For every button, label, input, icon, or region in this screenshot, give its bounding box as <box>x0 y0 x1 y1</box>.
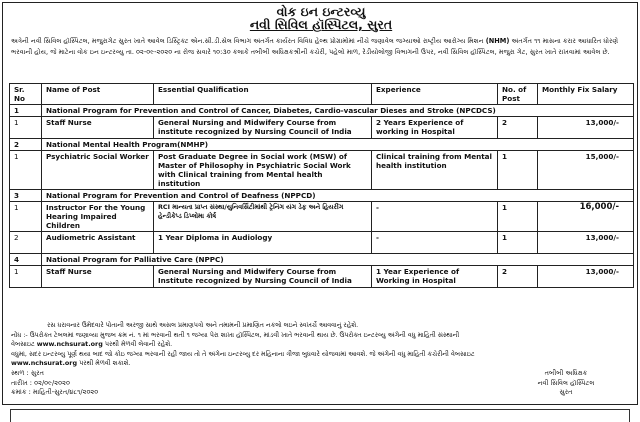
section-row-nmhp <box>10 139 634 151</box>
row-post: Staff Nurse <box>42 266 154 288</box>
header-sr-no: Sr. No <box>10 84 42 105</box>
table-row <box>10 117 634 139</box>
row-experience: Clinical training from Mental health institution <box>372 151 498 190</box>
note-website-rest: પરથી મેળવી લેવાની રહેશે. <box>104 340 173 349</box>
vacancy-table <box>9 83 634 288</box>
row-qualification: Post Graduate Degree in Social work (MSW) of Master of Philosophy in Psychiatric Social Work with Clinical training from Mental health institution <box>154 151 372 190</box>
notes-block <box>11 321 631 369</box>
table-row <box>10 232 634 254</box>
signatory-city: સુરત <box>559 388 573 396</box>
row-post: Staff Nurse <box>42 117 154 139</box>
intro-nhm: (NHM) <box>485 37 510 45</box>
advertisement-frame <box>2 2 638 405</box>
section-row-nppc <box>10 254 634 266</box>
section-title: National Program for Palliative Care (NPPC) <box>42 254 634 266</box>
row-count: 1 <box>498 232 538 254</box>
row-qualification: RCI માન્યતા પ્રાપ્ત સંસ્થા/યુનિવર્સિટીમાંથી ટ્રેનિંગ યંગ ડેફ અને હિયરીંગ હેન્ડીકેપ્ડ ડિપ્લોમા કોર્ષ <box>154 202 372 232</box>
row-count: 2 <box>498 266 538 288</box>
row-qualification: 1 Year Diploma in Audiology <box>154 232 372 254</box>
note-line-4-rest: પરથી મેળવી શકાશે. <box>79 359 131 368</box>
row-post: Audiometric Assistant <box>42 232 154 254</box>
row-salary: 13,000/- <box>538 232 634 254</box>
note-line-2b <box>11 340 631 350</box>
row-count: 1 <box>498 202 538 232</box>
website-link[interactable]: www.nchsurat.org <box>36 340 103 349</box>
footer-date: તારીખ : ૦૨/૦૯/૨૦૨૦ <box>11 378 70 387</box>
table-row <box>10 266 634 288</box>
page-title: વોક ઇન ઇન્ટરવ્યુ <box>276 4 366 19</box>
row-no: 1 <box>10 151 42 190</box>
header-count: No. of Post <box>498 84 538 105</box>
row-salary: 16,000/- <box>538 202 634 232</box>
note-line-2: નોંધ :- ઉપરોક્ત ટેબલમાં જણાવ્યા મુજબ ક્રમ નં. ૧ માં ભરવાની થતી ૧ જગ્યા પેરા શાખા હૉસ્પિટલ, માંડવી ખાતે ભરવાની થાય છે. ઉપરોક્ત ઇન્ટરવ્યુ અંગેની વધુ માહિતી સંસ્થાની <box>11 330 460 339</box>
note-website-prefix: વેબસાઇટ <box>11 340 35 349</box>
section-title: National Mental Health Program(NMHP) <box>42 139 634 151</box>
section-title: National Program for Prevention and Control of Cancer, Diabetes, Cardio-vascular Dieses and Stroke (NPCDCS) <box>42 105 634 117</box>
next-advertisement-edge <box>10 409 630 422</box>
page-subtitle: નવી સિવિલ હૉસ્પિટલ, સુરત <box>249 17 393 32</box>
section-no: 3 <box>10 190 42 202</box>
note-line-4 <box>11 359 631 369</box>
row-post: Instructor For the Young Hearing Impaired Children <box>42 202 154 232</box>
row-qualification: General Nursing and Midwifery Course from institute recognized by Nursing Council of India <box>154 117 372 139</box>
header-salary: Monthly Fix Salary <box>538 84 634 105</box>
section-row-npcdcs <box>10 105 634 117</box>
row-post: Psychiatric Social Worker <box>42 151 154 190</box>
row-no: 1 <box>10 202 42 232</box>
row-salary: 13,000/- <box>538 266 634 288</box>
section-no: 1 <box>10 105 42 117</box>
header-qualification: Essential Qualification <box>154 84 372 105</box>
footer-place: સ્થળ : સુરત <box>11 369 44 377</box>
row-experience: 1 Year Experience of Working in Hospital <box>372 266 498 288</box>
row-count: 2 <box>498 117 538 139</box>
intro-rest: અંતર્ગત ૧૧ માસના કરાર આધારિત ધોરણે ભરવાની હોય, જે માટેના વોક ઇન ઇન્ટરવ્યુ તા. ૦૨-૦૯-૨૦૨૦ ના રોજ સવારે ૧૦:૩૦ કલાકે તબીબી અધિક્ષકશ્રીની કચેરી, પહેલો માળ, રેડીયોલોજી વિભાગની ઉપર, નવી સિવિલ હૉસ્પિટલ, મજુરા ગેટ, સુરત ખાતે રાખવામાં આવેલ છે. <box>11 37 619 56</box>
row-no: 2 <box>10 232 42 254</box>
table-row <box>10 151 634 190</box>
intro-lead: અત્રેની નવી સિવિલ હૉસ્પિટલ, મજુરાગેટ સુરત ખાતે આવેલ ડિસ્ટ્રિક્ટ એન.સી.ડી.સેલ વિભાગ અંતર્ગત કાર્યરત વિવિધ હેલ્થ પ્રોગ્રામોમાં નીચે જણાવેલ જગ્યાઓ રાષ્ટ્રીય આરોગ્ય મિશન <box>11 37 484 45</box>
section-title: National Program for Prevention and Control of Deafness (NPPCD) <box>42 190 634 202</box>
signature-block <box>506 369 626 398</box>
section-no: 4 <box>10 254 42 266</box>
header-post: Name of Post <box>42 84 154 105</box>
note-line-1: રસ ધરાવનાર ઉમેદવારે પોતાની અરજી સાથે અસલ પ્રમાણપત્રો અને તમામની પ્રમાણિત નકલો લઇને સ્વખર્ચે આવવાનું રહેશે. <box>47 321 359 329</box>
row-salary: 15,000/- <box>538 151 634 190</box>
intro-paragraph <box>11 36 631 78</box>
section-no: 2 <box>10 139 42 151</box>
table-header-row <box>10 84 634 105</box>
footer-ref: ક્રમાંક : માહિતી-સુરત/૪૮૧/૨૦૨૦ <box>11 388 99 396</box>
row-salary: 13,000/- <box>538 117 634 139</box>
row-experience: - <box>372 232 498 254</box>
header-experience: Experience <box>372 84 498 105</box>
footer-meta <box>11 369 98 398</box>
row-no: 1 <box>10 266 42 288</box>
signatory-office: નવી સિવિલ હૉસ્પિટલ <box>537 378 595 387</box>
row-no: 1 <box>10 117 42 139</box>
website-link[interactable]: www.nchsurat.org <box>11 359 78 368</box>
row-experience: - <box>372 202 498 232</box>
row-experience: 2 Years Experience of working in Hospital <box>372 117 498 139</box>
note-line-3: વધુમાં, સદર ઇન્ટરવ્યુ પૂર્ણ થયા બાદ જો કોઇ જગ્યા ભરવાની રહી જાય તો તે અંગેના ઇન્ટરવ્યુ દર મહિનાના ત્રીજા બુધવારે યોજવામાં આવશે. જે અંગેની વધુ માહિતી કચેરીની વેબસાઇટ <box>11 349 475 358</box>
row-count: 1 <box>498 151 538 190</box>
row-qualification: General Nursing and Midwifery Course from Institute recognized by Nursing Council of India <box>154 266 372 288</box>
section-row-nppcd <box>10 190 634 202</box>
signatory-title: તબીબી અધિક્ષક <box>544 369 588 377</box>
table-row <box>10 202 634 232</box>
